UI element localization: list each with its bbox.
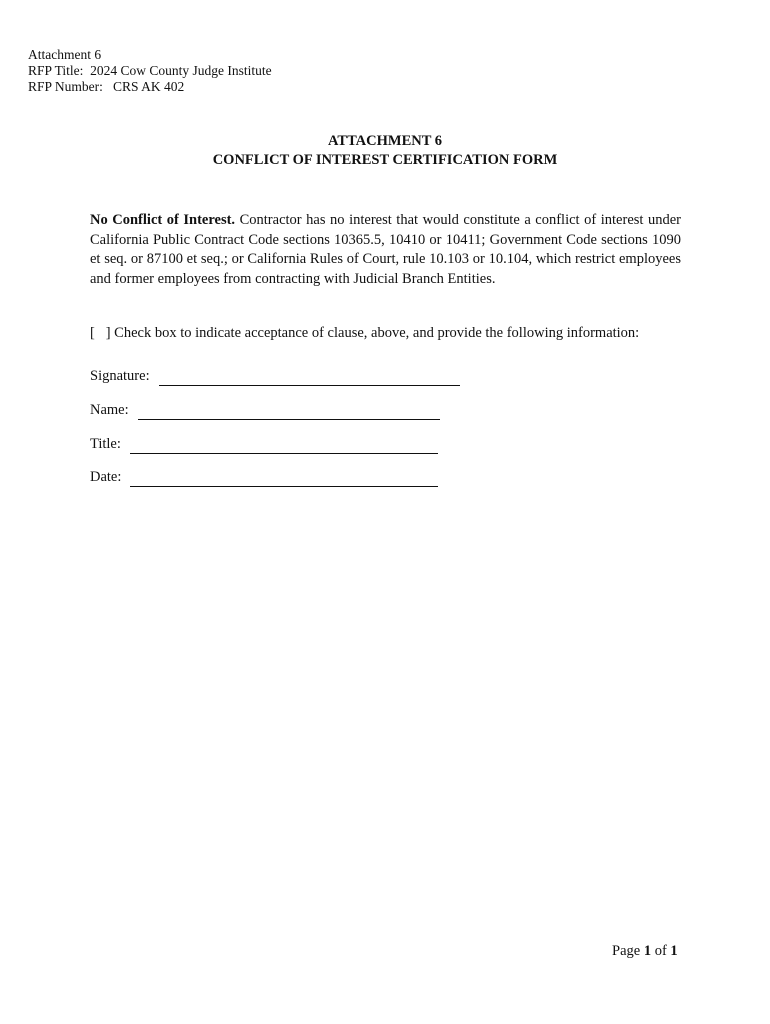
date-input-line[interactable] — [130, 472, 438, 487]
header-attachment-line: Attachment 6 — [28, 47, 102, 62]
name-label: Name: — [90, 402, 129, 418]
clause-lead: No Conflict of Interest. — [90, 212, 236, 228]
header-rfp-title-line: RFP Title: 2024 Cow County Judge Institute — [28, 63, 272, 78]
name-field — [90, 401, 440, 420]
acceptance-text: Check box to indicate acceptance of clause, above, and provide the following information: — [110, 325, 640, 341]
signature-label: Signature: — [90, 368, 150, 384]
clause-body: Contractor has no interest that would constitute a conflict of interest under California Public Contract Code sections 10365.5, 10410 or 10411; Government Code sections 1090 et seq. or 87100 et seq.; or California Rules of Court, rule 10.103 or 10.104, which restrict employees and former employees from contracting with Judicial Branch Entities. — [90, 212, 681, 287]
acceptance-line — [90, 324, 710, 343]
page-number — [612, 942, 678, 961]
date-label: Date: — [90, 469, 122, 485]
form-title: CONFLICT OF INTEREST CERTIFICATION FORM — [212, 152, 558, 168]
title-field — [90, 435, 438, 454]
acceptance-checkbox[interactable]: [ ] — [90, 325, 111, 341]
signature-field — [90, 367, 460, 386]
no-conflict-clause — [90, 211, 681, 289]
document-header — [28, 47, 272, 95]
header-rfp-number-line: RFP Number: CRS AK 402 — [28, 79, 185, 94]
title-input-line[interactable] — [130, 439, 438, 454]
current-page-number: 1 — [643, 943, 652, 959]
date-field — [90, 468, 438, 487]
attachment-heading: ATTACHMENT 6 — [328, 133, 442, 149]
total-pages-number: 1 — [670, 943, 678, 959]
name-input-line[interactable] — [138, 405, 440, 420]
page-prefix: Page — [612, 943, 644, 959]
form-title-block — [0, 132, 770, 170]
page-of-text: of — [651, 943, 671, 959]
signature-input-line[interactable] — [159, 371, 460, 386]
title-label: Title: — [90, 436, 121, 452]
